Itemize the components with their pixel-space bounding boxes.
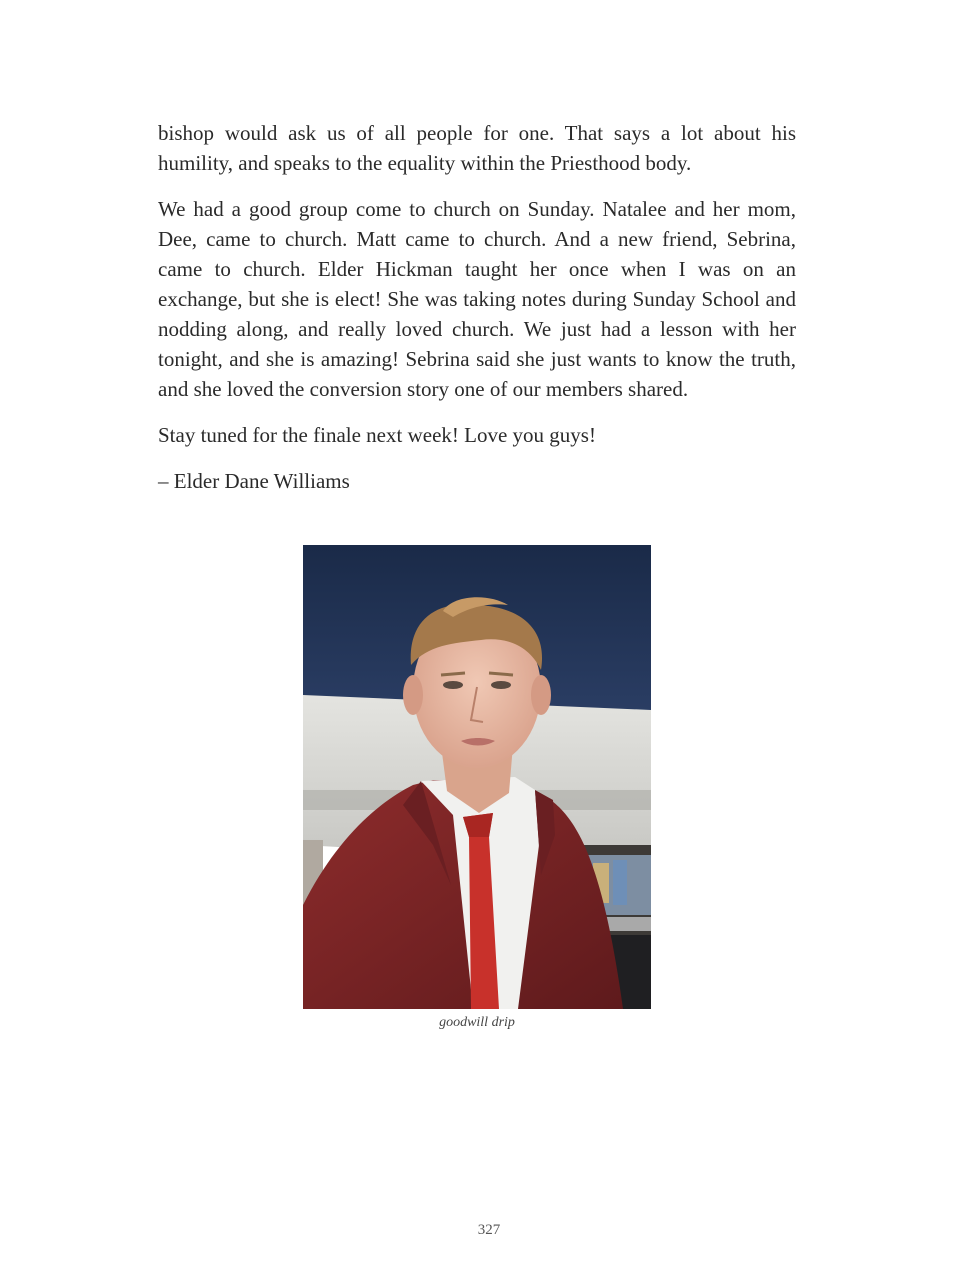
paragraph-1: bishop would ask us of all people for one. That says a lot about his humility, and speaks to the equality within the Priesthood body. bbox=[158, 121, 796, 175]
page-number: 327 bbox=[477, 1222, 501, 1238]
signature-line: – Elder Dane Williams bbox=[158, 469, 350, 493]
photo-illustration bbox=[303, 545, 651, 1009]
photo-caption: goodwill drip bbox=[439, 1015, 515, 1030]
paragraph-3: Stay tuned for the finale next week! Love you guys! bbox=[158, 423, 596, 447]
selfie-photo bbox=[303, 545, 651, 1009]
body-text bbox=[158, 118, 796, 512]
paragraph-2: We had a good group come to church on Sunday. Natalee and her mom, Dee, came to church. Matt came to church. And a new friend, Sebrina, came to church. Elder Hickman taught her once when I was on an exchange, but she is elect! She was taking notes during Sunday School and nodding along, and really loved church. We just had a lesson with her tonight, and she is amazing! Sebrina said she just wants to know the truth, and she loved the conversion story one of our members shared. bbox=[158, 197, 796, 401]
